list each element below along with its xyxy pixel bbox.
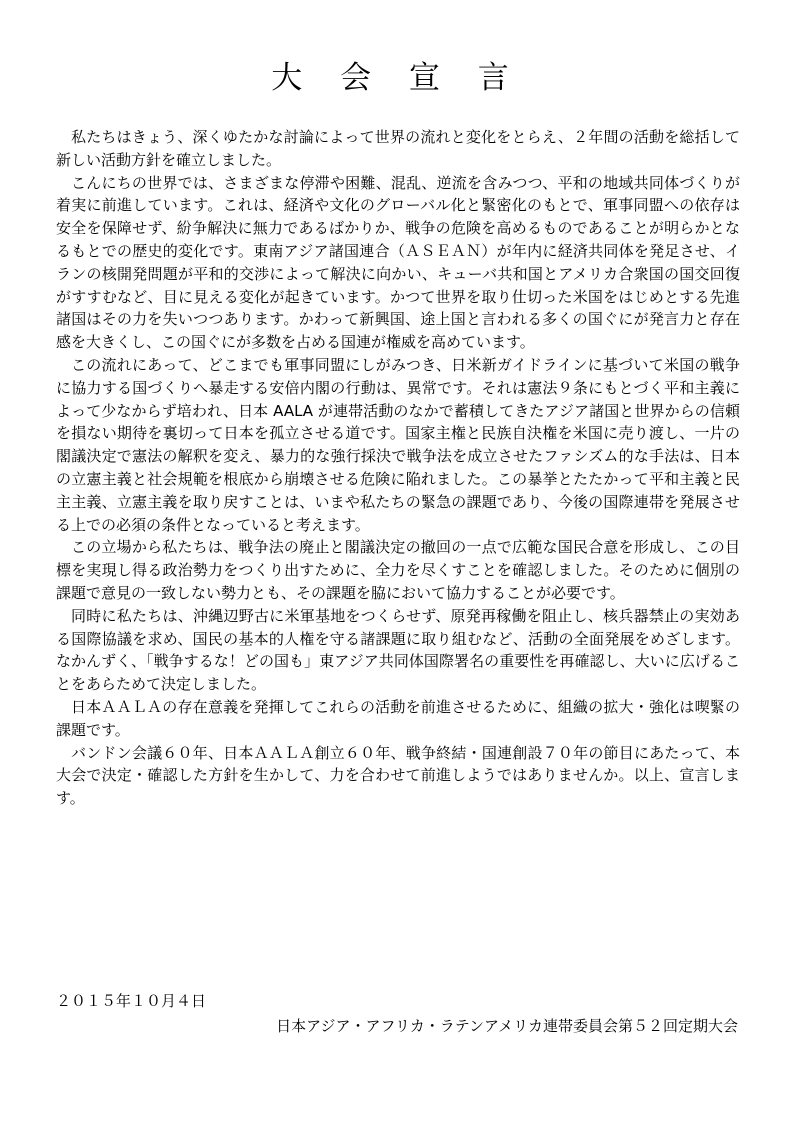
paragraph-4: この立場から私たちは、戦争法の廃止と閣議決定の撤回の一点で広範な国民合意を形成し、この目標を実現し得る政治勢力をつくり出すために、全力を尽くすことを確認しました。そのために個別の課題で意見の一致しない勢力とも、その課題を脇において協力することが必要です。	[56, 538, 740, 602]
document-title: 大 会 宣 言	[271, 60, 523, 96]
paragraph-6: 日本ＡＡＬＡの存在意義を発揮してこれらの活動を前進させるために、組織の拡大・強化は喫緊の課題です。	[56, 697, 740, 739]
paragraph-5: 同時に私たちは、沖縄辺野古に米軍基地をつくらせず、原発再稼働を阻止し、核兵器禁止の実効ある国際協議を求め、国民の基本的人権を守る諸課題に取り組むなど、活動の全面発展をめざします。なかんずく、「戦争するな！どの国も」東アジア共同体国際署名の重要性を再確認し、大いに広げることをあらためて決定しました。	[56, 606, 740, 694]
paragraph-3: この流れにあって、どこまでも軍事同盟にしがみつき、日米新ガイドラインに基づいて米国の戦争に協力する国づくりへ暴走する安倍内閣の行動は、異常です。それは憲法９条にもとづく平和主義によって少なからず培われ、日本 AALA が連帯活動のなかで蓄積してきたアジア諸国と世界からの信頼を損ない期待を裏切って日本を孤立させる道です。国家主権と民族自決権を米国に売り渡し、一片の閣議決定で憲法の解釈を変え、暴力的な強行採決で戦争法を成立させたファシズム的な手法は、日本の立憲主義と社会規範を根底から崩壊させる危険に陥れました。この暴挙とたたかって平和主義と民主主義、立憲主義を取り戻すことは、いまや私たちの緊急の課題であり、今後の国際連帯を発展させる上での必須の条件となっていると考えます。	[56, 355, 740, 534]
declaration-date: ２０１５年１０月４日	[56, 992, 207, 1010]
declaration-body	[56, 126, 740, 810]
paragraph-2: こんにちの世界では、さまざまな停滞や困難、混乱、逆流を含みつつ、平和の地域共同体づくりが着実に前進しています。これは、経済や文化のグローバル化と緊密化のもとで、軍事同盟への依存は安全を保障せず、紛争解決に無力であるばかりか、戦争の危険を高めるものであることが明らかとなるもとでの歴史的変化です。東南アジア諸国連合（ＡＳＥＡＮ）が年内に経済共同体を発足させ、イランの核開発問題が平和的交渉によって解決に向かい、キューバ共和国とアメリカ合衆国の国交回復がすすむなど、目に見える変化が起きています。かつて世界を取り仕切った米国をはじめとする先進諸国はその力を失いつつあります。かわって新興国、途上国と言われる多くの国ぐにが発言力と存在感を大きくし、この国ぐにが多数を占める国連が権威を高めています。	[56, 173, 740, 352]
paragraph-1: 私たちはきょう、深くゆたかな討論によって世界の流れと変化をとらえ、２年間の活動を総括して新しい活動方針を確立しました。	[56, 128, 740, 169]
paragraph-7: バンドン会議６０年、日本ＡＡＬＡ創立６０年、戦争終結・国連創設７０年の節目にあたって、本大会で決定・確認した方針を生かして、力を合わせて前進しようではありませんか。以上、宣言します。	[56, 743, 740, 808]
declaration-signatory: 日本アジア・アフリカ・ラテンアメリカ連帯委員会第５２回定期大会	[276, 1017, 738, 1035]
